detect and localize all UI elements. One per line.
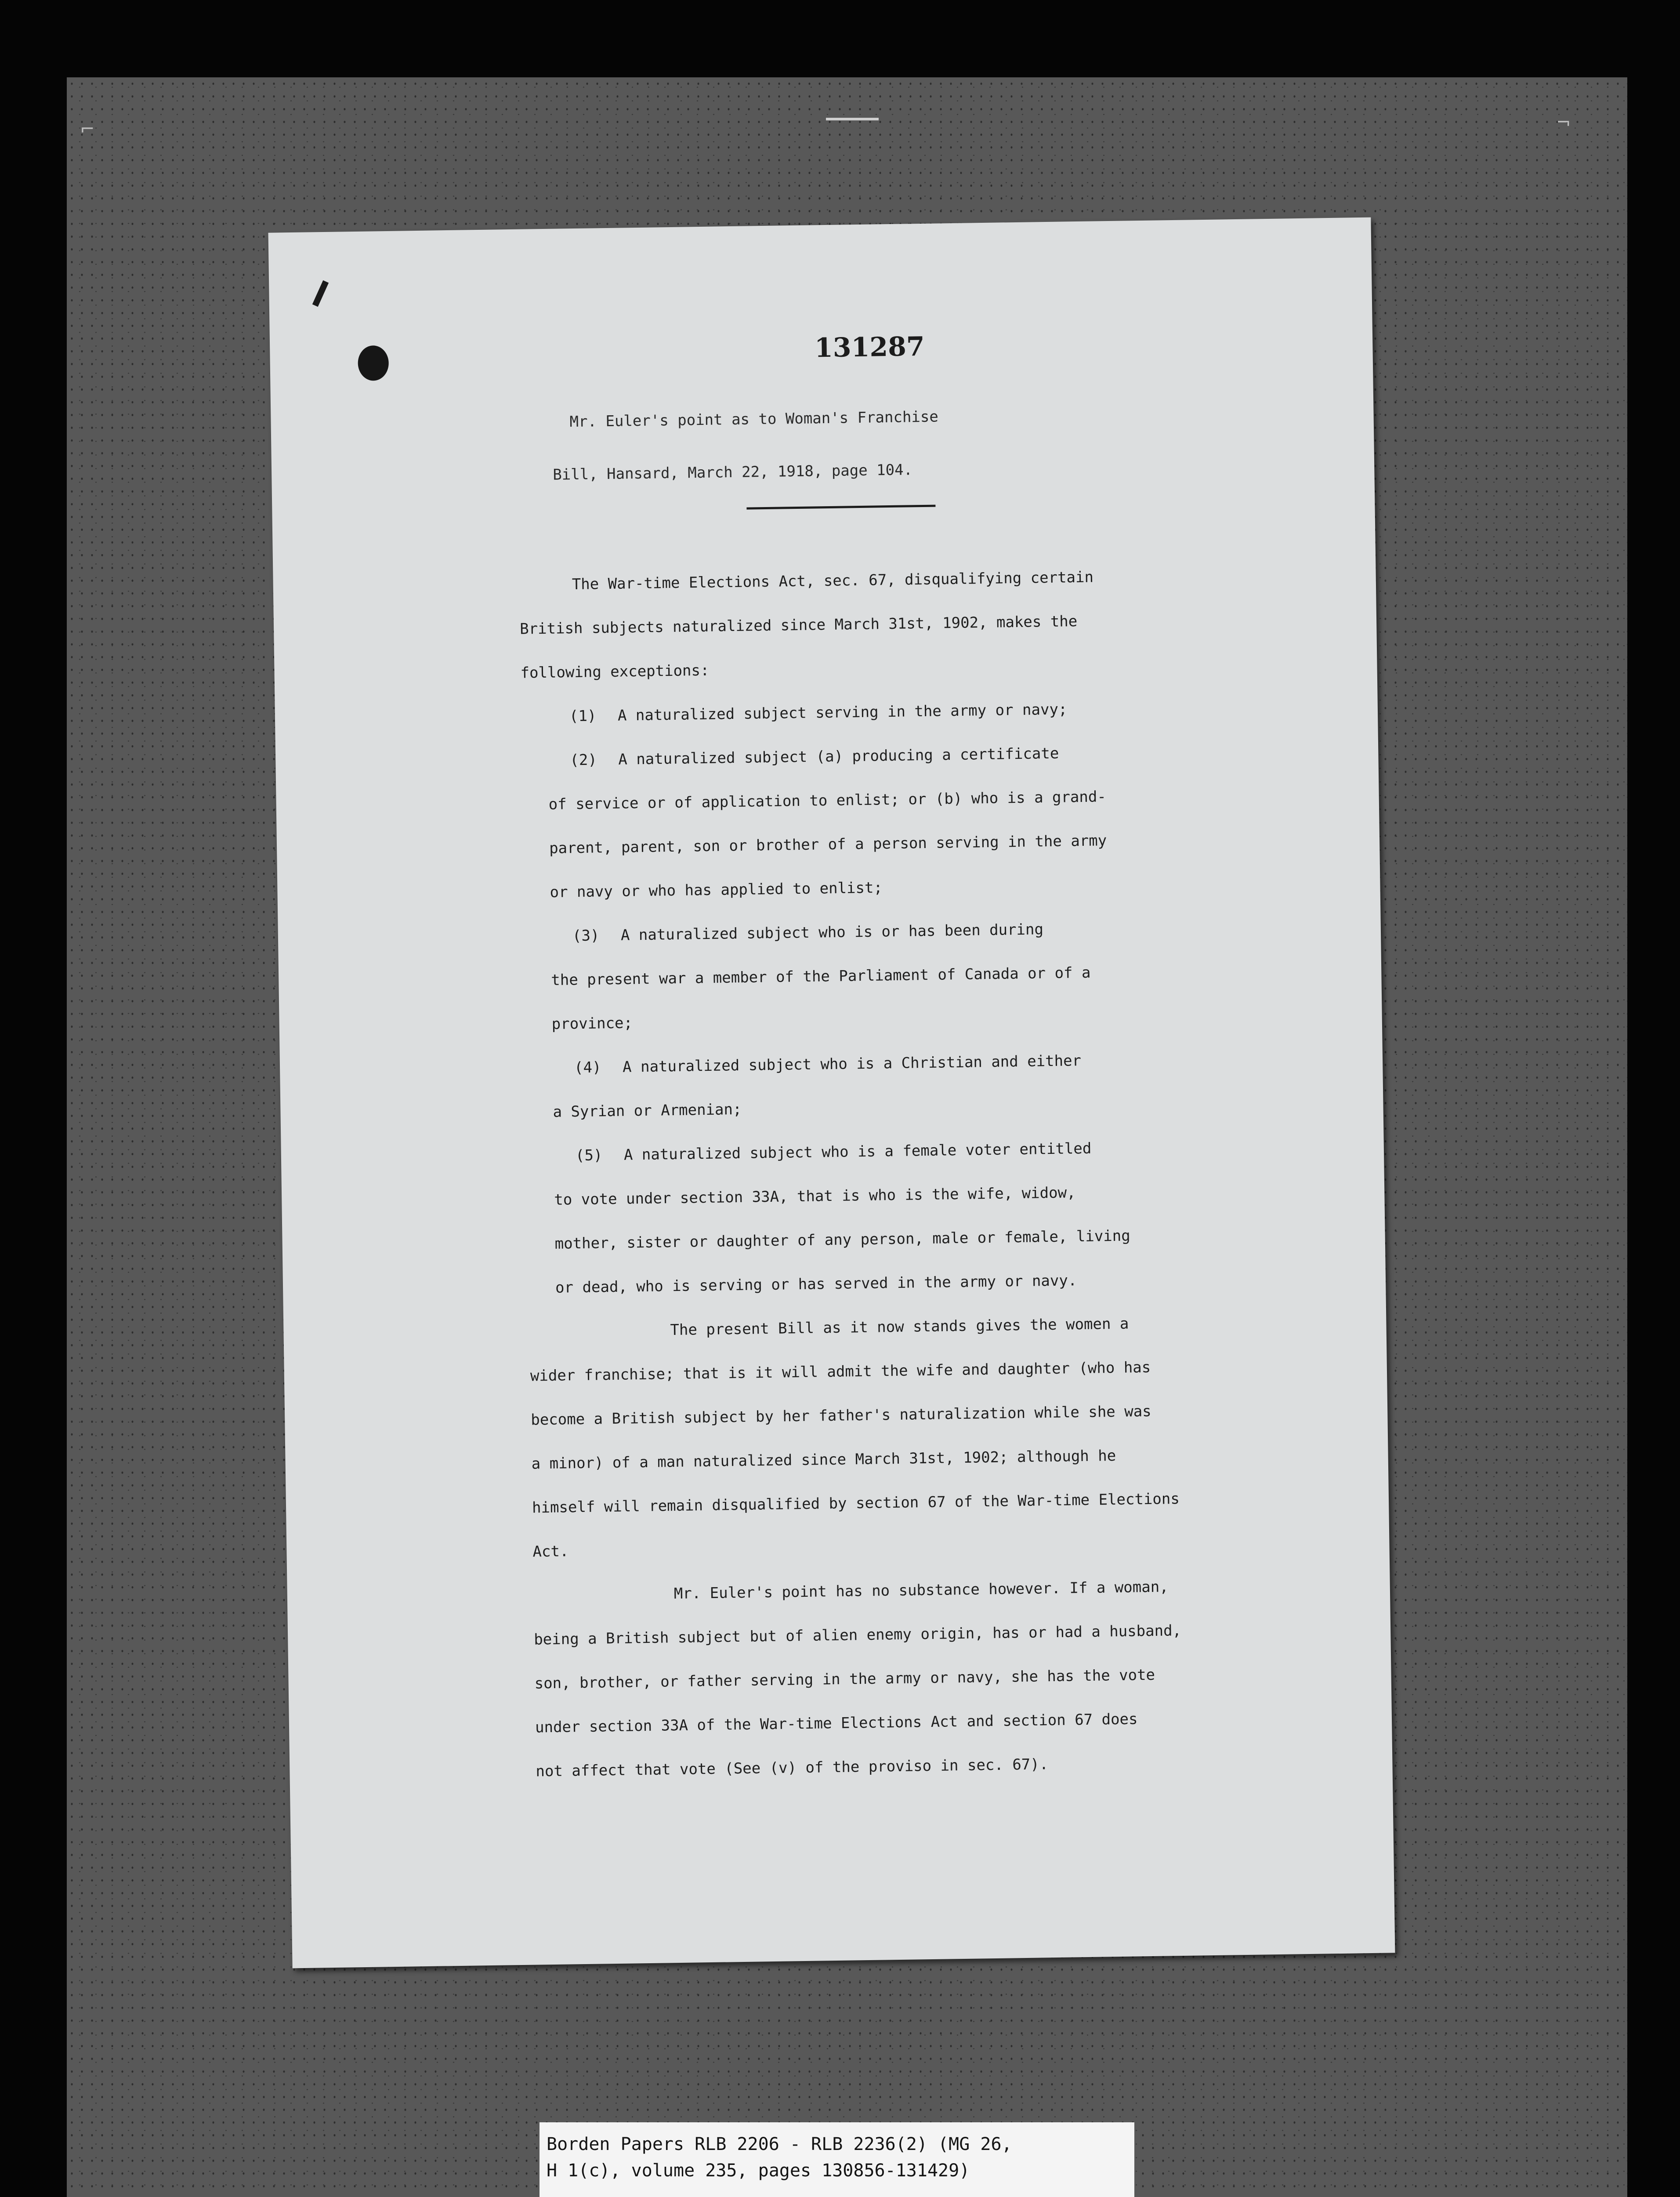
item-line: the present war a member of the Parliament of Canada or of a <box>551 964 1091 989</box>
item-line: A naturalized subject who is or has been during <box>620 921 1044 944</box>
item-line: to vote under section 33A, that is who is the wife, widow, <box>554 1184 1076 1209</box>
item-number: (2) <box>570 751 597 769</box>
item-line: A naturalized subject who is a Christian and either <box>622 1052 1082 1076</box>
closing-line: The present Bill as it now stands gives the women a <box>670 1315 1129 1339</box>
pencil-mark <box>312 280 329 307</box>
item-line: parent, parent, son or brother of a person serving in the army <box>549 832 1107 857</box>
closing-line: son, brother, or father serving in the army or navy, she has the vote <box>534 1666 1155 1693</box>
corner-mark-right: ¬ <box>1556 112 1571 133</box>
label-line-2: H 1(c), volume 235, pages 130856-131429) <box>547 2161 970 2181</box>
closing-line: Act. <box>532 1542 569 1561</box>
document-page <box>268 218 1395 1969</box>
item-line: of service or of application to enlist; or (b) who is a grand- <box>548 788 1107 813</box>
item-line: a Syrian or Armenian; <box>553 1100 742 1121</box>
closing-line: not affect that vote (See (v) of the proviso in sec. 67). <box>536 1755 1049 1780</box>
item-line: mother, sister or daughter of any person, male or female, living <box>554 1227 1130 1253</box>
item-line: A naturalized subject (a) producing a certificate <box>618 744 1059 769</box>
document-number: 131287 <box>814 331 925 364</box>
item-number: (4) <box>574 1059 601 1077</box>
intro-line: The War-time Elections Act, sec. 67, disqualifying certain <box>572 568 1094 594</box>
closing-line: under section 33A of the War-time Elections Act and section 67 does <box>535 1710 1138 1737</box>
title-rule <box>746 505 935 510</box>
item-line: A naturalized subject serving in the army or navy; <box>617 700 1068 725</box>
item-number: (1) <box>569 707 597 725</box>
item-number: (5) <box>575 1146 603 1165</box>
closing-line: Mr. Euler's point has no substance however. If a woman, <box>673 1578 1169 1603</box>
document-title <box>552 387 1212 501</box>
item-line: or navy or who has applied to enlist; <box>550 879 883 901</box>
corner-mark-left: ⌐ <box>80 119 95 139</box>
title-line-1: Mr. Euler's point as to Woman's Franchise <box>569 408 939 431</box>
closing-line: himself will remain disqualified by section 67 of the War-time Elections <box>532 1490 1180 1517</box>
item-number: (3) <box>572 927 600 945</box>
intro-line: following exceptions: <box>520 661 710 682</box>
document-body <box>519 552 1327 1794</box>
closing-line: a minor) of a man naturalized since March 31st, 1902; although he <box>531 1447 1116 1473</box>
intro-line: British subjects naturalized since March 31st, 1902, makes the <box>519 613 1078 638</box>
closing-line: wider franchise; that is it will admit the wife and daughter (who has <box>530 1358 1151 1385</box>
item-line: A naturalized subject who is a female voter entitled <box>623 1139 1092 1164</box>
closing-line: become a British subject by her father's naturalization while she was <box>531 1402 1151 1429</box>
item-line: or dead, who is serving or has served in the army or navy. <box>555 1272 1077 1297</box>
label-line-1: Borden Papers RLB 2206 - RLB 2236(2) (MG 26, <box>547 2134 1012 2154</box>
item-line: province; <box>551 1014 633 1033</box>
top-dash <box>826 118 879 120</box>
closing-line: being a British subject but of alien enemy origin, has or had a husband, <box>534 1622 1182 1649</box>
reference-label <box>539 2122 1134 2197</box>
title-line-2: Bill, Hansard, March 22, 1918, page 104. <box>553 461 913 484</box>
